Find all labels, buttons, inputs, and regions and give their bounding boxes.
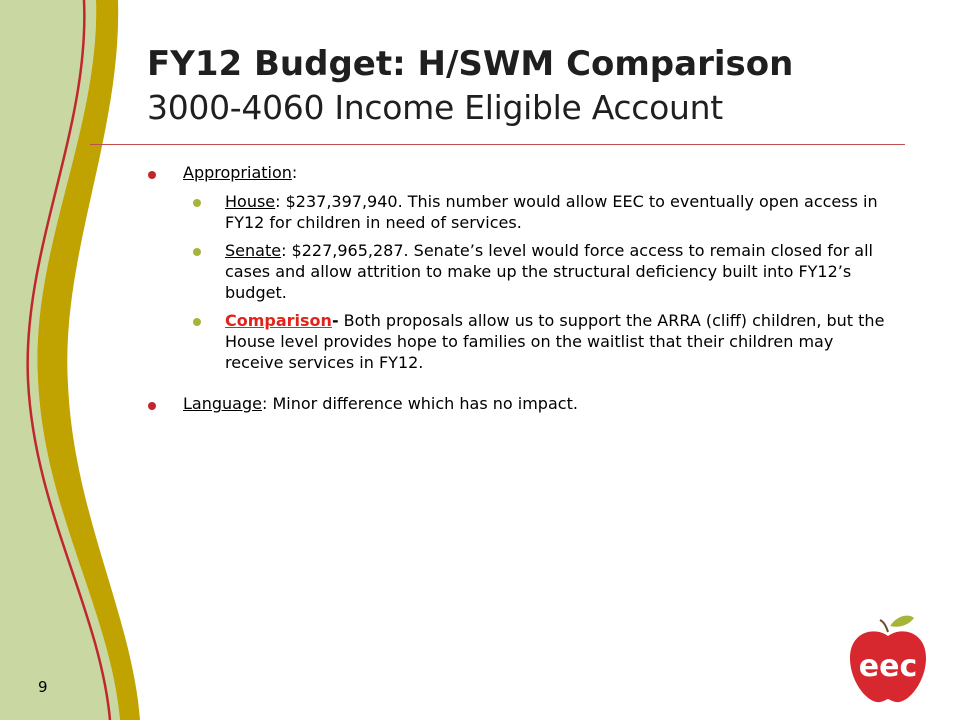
comparison-text: Both proposals allow us to support the ARRA (cliff) children, but the House level provides hope to families on the waitlist that their children may receive services in FY12.: [225, 311, 885, 372]
sub-bullet-senate: [193, 240, 888, 303]
bullet-appropriation: [148, 162, 888, 184]
sub-bullet-house: [193, 191, 888, 233]
comparison-dash: -: [331, 311, 339, 330]
house-text: : $237,397,940. This number would allow EEC to eventually open access in FY12 for children in need of services.: [225, 192, 878, 232]
title-line-1: FY12 Budget: H/SWM Comparison: [147, 44, 794, 84]
logo-text: eec: [858, 649, 918, 684]
title-line-2: 3000-4060 Income Eligible Account: [147, 88, 723, 127]
eec-logo: [840, 612, 936, 708]
slide-title: [147, 42, 927, 130]
comparison-label: Comparison: [225, 311, 332, 330]
title-divider: [90, 144, 905, 145]
language-text: : Minor difference which has no impact.: [261, 394, 578, 413]
sub-bullet-comparison: [193, 310, 888, 373]
slide-number: 9: [38, 678, 48, 696]
house-label: House: [225, 192, 276, 211]
appropriation-label: Appropriation: [183, 163, 292, 182]
bullet-language: [148, 393, 888, 415]
decorative-side-band: [0, 0, 140, 720]
language-label: Language: [183, 394, 262, 413]
senate-text: : $227,965,287. Senate’s level would force access to remain closed for all cases and allow attrition to make up the structural deficiency built into FY12’s budget.: [225, 241, 873, 302]
appropriation-suffix: :: [291, 163, 298, 182]
senate-label: Senate: [225, 241, 282, 260]
slide-body: [148, 162, 888, 415]
